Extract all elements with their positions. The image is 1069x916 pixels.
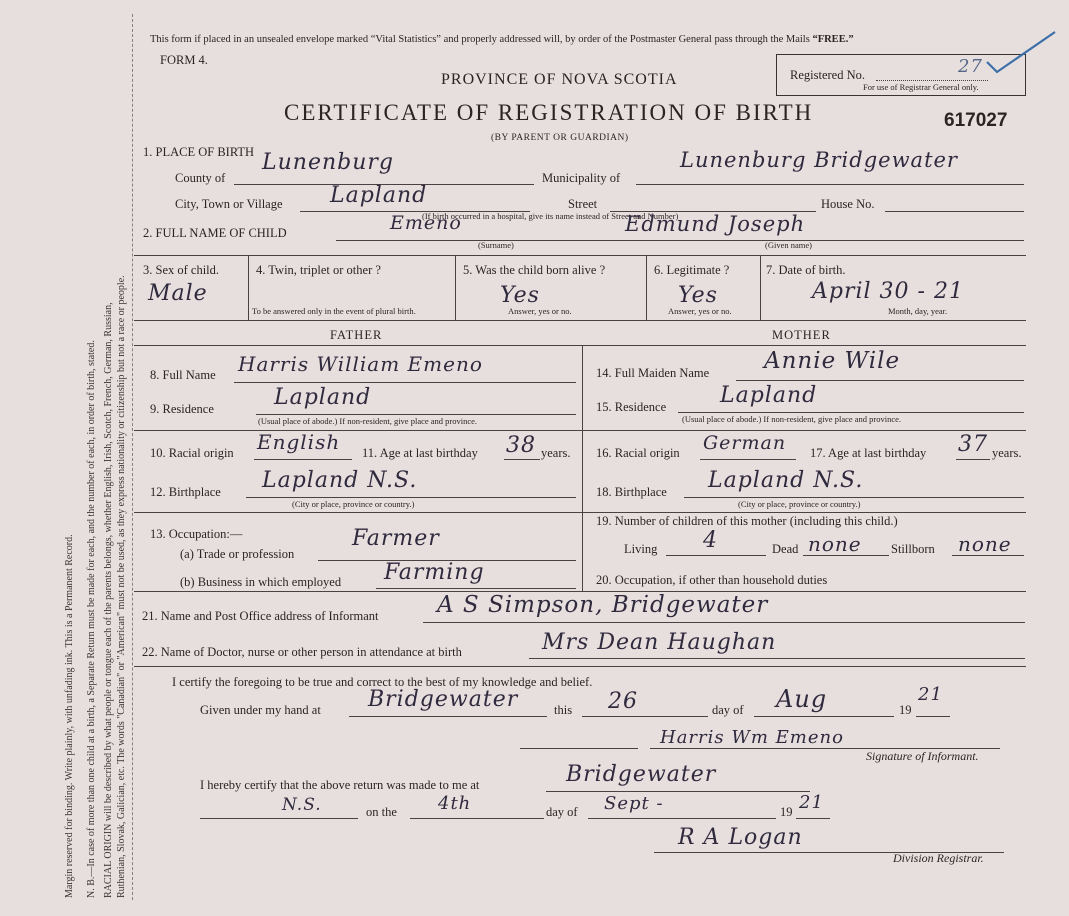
mother-name-label: 14. Full Maiden Name (596, 366, 710, 380)
municipality-value: Lunenburg Bridgewater (680, 148, 958, 172)
row-line (582, 430, 1026, 431)
mother-residence-value: Lapland (720, 383, 818, 408)
mother-racial-value: German (703, 432, 787, 454)
alive-note: Answer, yes or no. (508, 306, 572, 316)
living-label: Living (624, 542, 658, 556)
mother-birthplace-note: (City or place, province or country.) (738, 499, 861, 509)
field-line (666, 555, 766, 556)
free-label: “FREE.” (812, 34, 854, 45)
margin-line-3: RACIAL ORIGIN will be described by what people or tongue each of the parents belongs, whether English, Irish, Scotch, French, German, Russian, (103, 302, 114, 898)
row-line (134, 512, 1026, 513)
field-line (254, 459, 352, 460)
registrar-place-value: Bridgewater (566, 762, 717, 787)
father-business-value: Farming (384, 560, 485, 585)
checkmark-icon (985, 28, 1060, 76)
field-line (588, 818, 776, 819)
informant-label: 21. Name and Post Office address of Informant (142, 609, 379, 623)
stillborn-label: Stillborn (891, 542, 935, 556)
day-of-label: day of (712, 703, 744, 717)
field-line (410, 818, 544, 819)
father-name-value: Harris William Emeno (238, 352, 483, 376)
registrar-certify-text: I hereby certify that the above return was made to me at (200, 778, 480, 792)
informant-value: A S Simpson, Bridgewater (437, 592, 769, 618)
city-value: Lapland (330, 183, 428, 208)
mother-years-label: years. (992, 446, 1022, 460)
row-divider-top (134, 255, 1026, 256)
doctor-value: Mrs Dean Haughan (542, 630, 777, 655)
dead-value: none (808, 532, 862, 556)
hospital-note: (If birth occurred in a hospital, give its name instead of Street and Number) (422, 211, 679, 221)
day-value: 26 (608, 689, 638, 714)
registered-line (876, 80, 988, 81)
date-value: April 30 - 21 (812, 279, 964, 304)
field-line (376, 588, 576, 589)
mother-occupation-label: 20. Occupation, if other than household duties (596, 573, 828, 587)
grid-divider (760, 255, 761, 320)
child-given-value: Edmund Joseph (625, 212, 806, 236)
father-racial-value: English (257, 430, 341, 454)
mail-notice-text: This form if placed in an unsealed envelope marked “Vital Statistics” and properly addressed will, by order of the Postmaster General pass through the Mails (150, 34, 810, 45)
house-line (885, 211, 1024, 212)
alive-value: Yes (500, 283, 540, 308)
form-label: FORM 4. (160, 53, 208, 67)
field-line (684, 497, 1024, 498)
registrar-province-value: N.S. (282, 795, 322, 815)
province-heading: PROVINCE OF NOVA SCOTIA (441, 71, 678, 88)
county-label: County of (175, 171, 226, 185)
mother-birthplace-value: Lapland N.S. (708, 468, 864, 493)
mother-children-label: 19. Number of children of this mother (including this child.) (596, 514, 898, 528)
field-line (754, 716, 894, 717)
informant-signature-value: Harris Wm Emeno (660, 727, 844, 748)
registrar-caption: Division Registrar. (893, 851, 984, 865)
mother-age-value: 37 (958, 432, 988, 457)
registrar-day-of-label: day of (546, 805, 578, 819)
field-line (256, 414, 576, 415)
father-residence-label: 9. Residence (150, 402, 214, 416)
given-label: Given under my hand at (200, 703, 321, 717)
city-label: City, Town or Village (175, 197, 283, 211)
dead-label: Dead (772, 542, 799, 556)
year-prefix: 19 (899, 703, 912, 717)
child-surname-value: Emeno (390, 212, 462, 234)
field-line (956, 459, 990, 460)
field-line (796, 818, 830, 819)
registrar-year-prefix: 19 (780, 805, 793, 819)
field-line (582, 716, 708, 717)
father-occupation-label: 13. Occupation:— (150, 527, 243, 541)
surname-caption: (Surname) (478, 240, 514, 250)
doctor-label: 22. Name of Doctor, nurse or other person in attendance at birth (142, 645, 462, 659)
county-value: Lunenburg (262, 150, 394, 175)
father-business-label: (b) Business in which employed (180, 575, 342, 589)
registrar-month-value: Sept - (604, 793, 664, 814)
grid-divider (248, 255, 249, 320)
this-label: this (554, 703, 573, 717)
month-value: Aug (776, 685, 828, 713)
field-line (200, 818, 358, 819)
legitimate-value: Yes (678, 283, 718, 308)
certificate-number: 617027 (944, 110, 1008, 131)
registrar-note: For use of Registrar General only. (863, 82, 979, 92)
field-line (916, 716, 950, 717)
mother-heading: MOTHER (772, 328, 831, 342)
heading-divider (134, 345, 1026, 346)
date-note: Month, day, year. (888, 306, 948, 316)
sex-value: Male (148, 281, 208, 306)
place-of-birth-label: 1. PLACE OF BIRTH (143, 145, 255, 159)
father-age-label: 11. Age at last birthday (362, 446, 478, 460)
field-line (504, 459, 540, 460)
given-place-value: Bridgewater (368, 687, 519, 712)
field-line (246, 497, 576, 498)
field-line (423, 622, 1025, 623)
margin-instructions (60, 10, 150, 900)
row-line (134, 666, 1026, 667)
mother-birthplace-label: 18. Birthplace (596, 485, 667, 499)
certificate-subtitle: (BY PARENT OR GUARDIAN) (491, 133, 629, 143)
row-line (134, 430, 582, 431)
field-line (349, 716, 547, 717)
margin-line-1: Margin reserved for binding. Write plainly, with unfading ink. This is a Permanent Record. (64, 534, 75, 898)
father-trade-value: Farmer (352, 526, 440, 551)
twin-label: 4. Twin, triplet or other ? (256, 263, 381, 277)
legitimate-label: 6. Legitimate ? (654, 263, 730, 277)
given-caption: (Given name) (765, 240, 812, 250)
father-birthplace-label: 12. Birthplace (150, 485, 221, 499)
margin-divider (132, 14, 133, 900)
father-age-value: 38 (506, 433, 536, 458)
father-name-label: 8. Full Name (150, 368, 216, 382)
margin-line-2: N. B.—In case of more than one child at a birth, a Separate Return must be made for each, and the number of each, in order of birth, stated. (86, 340, 97, 898)
municipality-line (636, 184, 1024, 185)
father-trade-label: (a) Trade or profession (180, 547, 295, 561)
mother-residence-note: (Usual place of abode.) If non-resident, give place and province. (682, 414, 902, 424)
field-line (736, 380, 1024, 381)
sex-label: 3. Sex of child. (143, 263, 220, 277)
row-divider-bottom (134, 320, 1026, 321)
mail-notice (150, 34, 854, 45)
mother-residence-label: 15. Residence (596, 400, 667, 414)
registrar-signature-value: R A Logan (678, 825, 803, 850)
registered-label: Registered No. (790, 68, 865, 82)
street-label: Street (568, 197, 598, 211)
father-birthplace-value: Lapland N.S. (262, 468, 418, 493)
parent-column-divider (582, 345, 583, 591)
stillborn-value: none (958, 532, 1012, 556)
field-line (678, 412, 1024, 413)
father-birthplace-note: (City or place, province or country.) (292, 499, 415, 509)
father-racial-label: 10. Racial origin (150, 446, 234, 460)
legitimate-note: Answer, yes or no. (668, 306, 732, 316)
mother-age-label: 17. Age at last birthday (810, 446, 927, 460)
field-line (952, 555, 1024, 556)
father-residence-value: Lapland (274, 385, 372, 410)
year-value: 21 (918, 684, 943, 705)
field-line (529, 658, 1025, 659)
certify-text: I certify the foregoing to be true and correct to the best of my knowledge and belief. (172, 675, 593, 689)
field-line (803, 555, 889, 556)
certificate-title: CERTIFICATE OF REGISTRATION OF BIRTH (284, 100, 814, 125)
on-the-label: on the (366, 805, 397, 819)
father-residence-note: (Usual place of abode.) If non-resident, give place and province. (258, 416, 478, 426)
registered-value: 27 (958, 56, 983, 77)
field-line (234, 382, 576, 383)
child-name-label: 2. FULL NAME OF CHILD (143, 226, 287, 240)
father-years-label: years. (541, 446, 571, 460)
mother-name-value: Annie Wile (764, 348, 901, 374)
margin-line-4: Ruthenian, Slovak, Galician, etc. The words "Canadian" or "American" must not be used, as they express nationality or citizenship but not a race or people. (116, 275, 127, 898)
field-line (700, 459, 796, 460)
living-value: 4 (703, 528, 718, 553)
registrar-year-value: 21 (799, 792, 824, 813)
twin-note: To be answered only in the event of plural birth. (252, 306, 416, 316)
date-label: 7. Date of birth. (766, 263, 846, 277)
signature-line (520, 748, 638, 749)
grid-divider (455, 255, 456, 320)
informant-signature-caption: Signature of Informant. (866, 749, 979, 763)
grid-divider (646, 255, 647, 320)
house-label: House No. (821, 197, 875, 211)
alive-label: 5. Was the child born alive ? (463, 263, 606, 277)
registrar-day-value: 4th (438, 793, 472, 814)
child-name-line (336, 240, 1024, 241)
mother-racial-label: 16. Racial origin (596, 446, 680, 460)
field-line (546, 791, 810, 792)
father-heading: FATHER (330, 328, 383, 342)
municipality-label: Municipality of (542, 171, 621, 185)
